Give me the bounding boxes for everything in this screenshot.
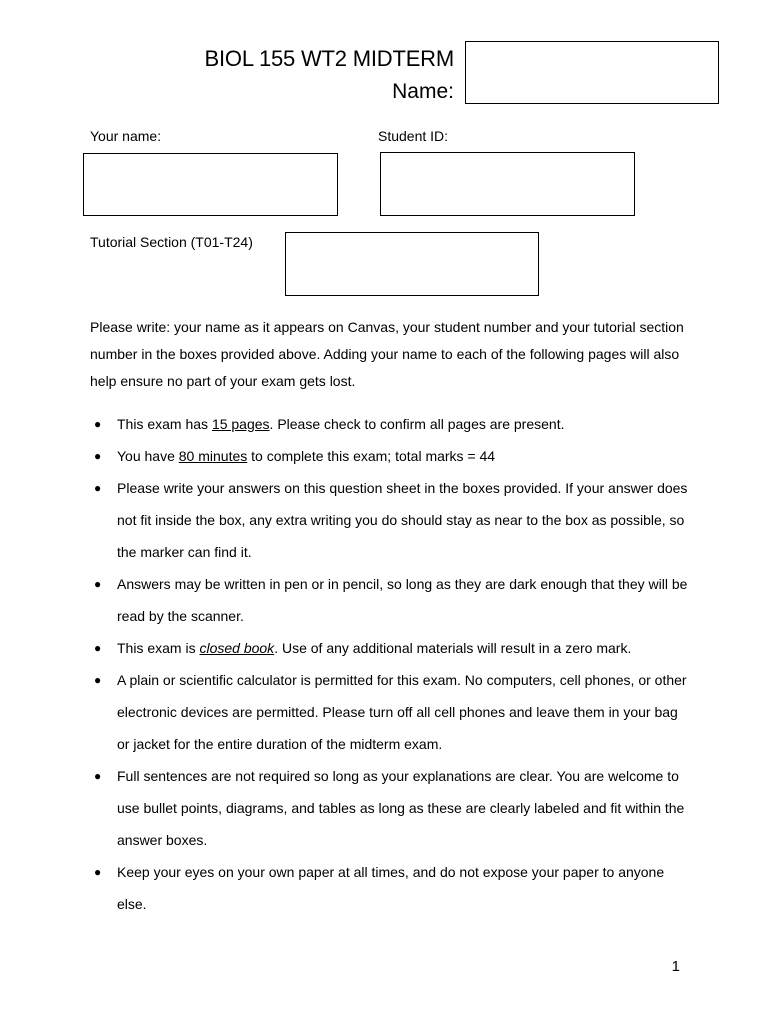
- rule-item: ● Answers may be written in pen or in pencil, so long as they are dark enough that they will be read by the scanner.: [90, 568, 690, 632]
- bullet-icon: ●: [94, 417, 102, 431]
- rule-item: ● Please write your answers on this question sheet in the boxes provided. If your answer does not fit inside the box, any extra writing you do should stay as near to the box as possible, so the marker can find it.: [90, 472, 690, 568]
- bullet-icon: ●: [94, 673, 102, 687]
- bullet-icon: ●: [94, 481, 102, 495]
- instructions-paragraph: Please write: your name as it appears on Canvas, your student number and your tutorial section number in the boxes provided above. Adding your name to each of the following pages will also help ensure no part of your exam gets lost.: [90, 319, 684, 389]
- your-name-box[interactable]: [83, 153, 338, 216]
- rule-item: ● This exam is closed book. Use of any additional materials will result in a zero mark.: [90, 632, 690, 664]
- bullet-icon: ●: [94, 769, 102, 783]
- name-box-header[interactable]: [465, 41, 719, 104]
- student-id-box[interactable]: [380, 152, 635, 216]
- rule-item: ● A plain or scientific calculator is permitted for this exam. No computers, cell phones, or other electronic devices are permitted. Please turn off all cell phones and leave them in your bag or jacket for the entire duration of the midterm exam.: [90, 664, 690, 760]
- rule-item: ● Keep your eyes on your own paper at all times, and do not expose your paper to anyone else.: [90, 856, 690, 920]
- rule-item: ● Full sentences are not required so long as your explanations are clear. You are welcome to use bullet points, diagrams, and tables as long as these are clearly labeled and fit within the answer boxes.: [90, 760, 690, 856]
- bullet-icon: ●: [94, 449, 102, 463]
- bullet-icon: ●: [94, 865, 102, 879]
- exam-title: BIOL 155 WT2 MIDTERM: [204, 46, 454, 71]
- your-name-label: Your name:: [90, 128, 162, 144]
- bullet-icon: ●: [94, 641, 102, 655]
- rule-item: ● You have 80 minutes to complete this exam; total marks = 44: [90, 440, 690, 472]
- name-label-header: Name:: [392, 80, 454, 103]
- tutorial-section-label: Tutorial Section (T01-T24): [90, 234, 253, 250]
- exam-rules-list: [90, 408, 690, 920]
- student-id-label: Student ID:: [378, 128, 449, 144]
- page-number: 1: [671, 958, 680, 975]
- rule-item: ● This exam has 15 pages. Please check to confirm all pages are present.: [90, 408, 690, 440]
- bullet-icon: ●: [94, 577, 102, 591]
- tutorial-section-box[interactable]: [285, 232, 539, 296]
